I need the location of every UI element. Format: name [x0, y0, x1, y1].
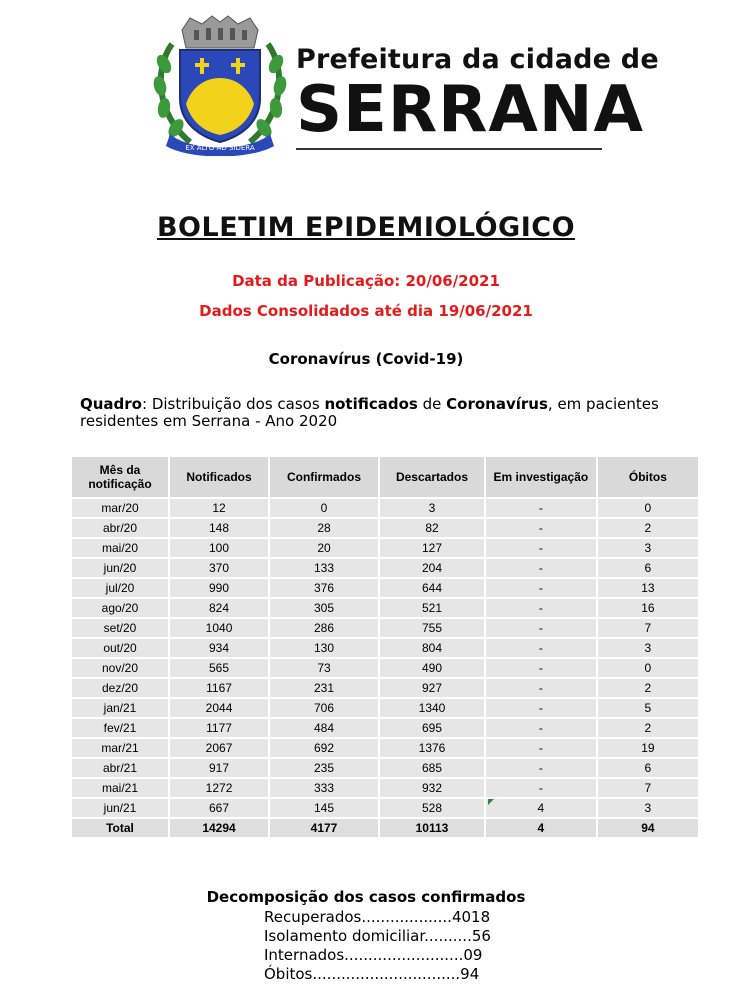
cell-month: ago/20 — [71, 598, 169, 618]
cell-discarded: 644 — [379, 578, 485, 598]
cell-confirmed: 20 — [269, 538, 379, 558]
cell-confirmed: 145 — [269, 798, 379, 818]
cell-month: mar/21 — [71, 738, 169, 758]
cell-investigation: - — [485, 738, 597, 758]
caption-text-2: de — [417, 395, 447, 413]
table-row — [71, 578, 699, 598]
col-header-month: Mês da notificação — [71, 456, 169, 498]
table-row — [71, 798, 699, 818]
cell-deaths: 7 — [597, 778, 699, 798]
col-header-notified: Notificados — [169, 456, 269, 498]
cell-discarded: 685 — [379, 758, 485, 778]
table-row — [71, 718, 699, 738]
motto-text: EX ALTO AD SIDERA — [185, 144, 255, 152]
cell-deaths: 0 — [597, 498, 699, 518]
decomposition-item: Isolamento domiciliar..........56 — [264, 927, 491, 945]
col-header-discarded: Descartados — [379, 456, 485, 498]
cell-notified: 1167 — [169, 678, 269, 698]
cell-confirmed: 73 — [269, 658, 379, 678]
table-row — [71, 498, 699, 518]
cell-confirmed: 706 — [269, 698, 379, 718]
decomposition-title: Decomposição dos casos confirmados — [206, 888, 526, 906]
table-header-row — [71, 456, 699, 498]
cell-confirmed: 130 — [269, 638, 379, 658]
cell-month: mai/21 — [71, 778, 169, 798]
table-row — [71, 658, 699, 678]
cell-notified: 565 — [169, 658, 269, 678]
cell-month: jul/20 — [71, 578, 169, 598]
table-row — [71, 618, 699, 638]
cell-deaths: 0 — [597, 658, 699, 678]
decomposition-list — [264, 908, 491, 984]
section-title: Coronavírus (Covid-19) — [268, 350, 464, 368]
total-confirmed: 4177 — [269, 818, 379, 838]
table-caption — [80, 396, 710, 430]
cell-month: out/20 — [71, 638, 169, 658]
cell-notified: 2044 — [169, 698, 269, 718]
cell-notified: 917 — [169, 758, 269, 778]
cell-month: dez/20 — [71, 678, 169, 698]
cell-notified: 370 — [169, 558, 269, 578]
caption-text-3: , em pacientes residentes em Serrana - Ano 2020 — [80, 395, 659, 430]
header-city-name: SERRANA — [296, 73, 644, 147]
publication-date: Data da Publicação: 20/06/2021 — [232, 272, 500, 290]
total-month: Total — [71, 818, 169, 838]
cell-deaths: 3 — [597, 798, 699, 818]
cell-confirmed: 692 — [269, 738, 379, 758]
table-row — [71, 738, 699, 758]
cell-month: abr/20 — [71, 518, 169, 538]
cell-discarded: 127 — [379, 538, 485, 558]
cell-deaths: 3 — [597, 538, 699, 558]
cell-confirmed: 133 — [269, 558, 379, 578]
cell-confirmed: 28 — [269, 518, 379, 538]
table-total-row — [71, 818, 699, 838]
cell-discarded: 755 — [379, 618, 485, 638]
cell-investigation: - — [485, 658, 597, 678]
cell-discarded: 1376 — [379, 738, 485, 758]
total-discarded: 10113 — [379, 818, 485, 838]
cell-investigation: - — [485, 678, 597, 698]
cell-month: set/20 — [71, 618, 169, 638]
cell-confirmed: 0 — [269, 498, 379, 518]
cell-month: mar/20 — [71, 498, 169, 518]
cell-deaths: 6 — [597, 558, 699, 578]
cell-month: jun/21 — [71, 798, 169, 818]
header-subtitle: Prefeitura da cidade de — [296, 44, 659, 75]
cell-deaths: 6 — [597, 758, 699, 778]
cell-notified: 667 — [169, 798, 269, 818]
cell-notified: 990 — [169, 578, 269, 598]
cell-investigation: - — [485, 498, 597, 518]
col-header-confirmed: Confirmados — [269, 456, 379, 498]
cell-month: jun/20 — [71, 558, 169, 578]
cell-discarded: 695 — [379, 718, 485, 738]
cell-deaths: 3 — [597, 638, 699, 658]
col-header-deaths: Óbitos — [597, 456, 699, 498]
cell-investigation: - — [485, 578, 597, 598]
table-row — [71, 638, 699, 658]
cell-notified: 1177 — [169, 718, 269, 738]
col-header-investigation: Em investigação — [485, 456, 597, 498]
caption-label: Quadro — [80, 395, 142, 413]
cell-notified: 148 — [169, 518, 269, 538]
cell-investigation: - — [485, 698, 597, 718]
cell-notified: 1272 — [169, 778, 269, 798]
cell-discarded: 927 — [379, 678, 485, 698]
cell-month: fev/21 — [71, 718, 169, 738]
table-row — [71, 538, 699, 558]
cell-confirmed: 286 — [269, 618, 379, 638]
cell-deaths: 16 — [597, 598, 699, 618]
table-row — [71, 758, 699, 778]
cell-discarded: 3 — [379, 498, 485, 518]
cell-discarded: 82 — [379, 518, 485, 538]
cell-discarded: 528 — [379, 798, 485, 818]
cell-confirmed: 484 — [269, 718, 379, 738]
cell-investigation: - — [485, 518, 597, 538]
cell-investigation: - — [485, 718, 597, 738]
header-rule — [296, 148, 602, 150]
cases-table — [70, 455, 700, 839]
decomposition-item: Recuperados...................4018 — [264, 908, 491, 926]
cell-notified: 1040 — [169, 618, 269, 638]
cell-month: mai/20 — [71, 538, 169, 558]
cell-notified: 2067 — [169, 738, 269, 758]
cell-confirmed: 231 — [269, 678, 379, 698]
table-row — [71, 698, 699, 718]
caption-bold-2: Coronavírus — [446, 395, 548, 413]
cell-confirmed: 235 — [269, 758, 379, 778]
cell-investigation: - — [485, 778, 597, 798]
cell-investigation: - — [485, 618, 597, 638]
city-header — [296, 44, 659, 147]
cell-discarded: 204 — [379, 558, 485, 578]
cell-deaths: 13 — [597, 578, 699, 598]
cell-discarded: 804 — [379, 638, 485, 658]
cell-discarded: 521 — [379, 598, 485, 618]
total-investigation: 4 — [485, 818, 597, 838]
cell-investigation: - — [485, 538, 597, 558]
cell-confirmed: 305 — [269, 598, 379, 618]
cell-confirmed: 333 — [269, 778, 379, 798]
table-row — [71, 678, 699, 698]
total-notified: 14294 — [169, 818, 269, 838]
table-row — [71, 558, 699, 578]
decomposition-item: Óbitos...............................94 — [264, 965, 480, 983]
table-row — [71, 518, 699, 538]
page-title: BOLETIM EPIDEMIOLÓGICO — [156, 212, 576, 243]
table-row — [71, 778, 699, 798]
cell-deaths: 2 — [597, 678, 699, 698]
cell-deaths: 2 — [597, 718, 699, 738]
cell-deaths: 2 — [597, 518, 699, 538]
cell-investigation: - — [485, 558, 597, 578]
cell-discarded: 1340 — [379, 698, 485, 718]
cell-notified: 824 — [169, 598, 269, 618]
cell-investigation: - — [485, 758, 597, 778]
cell-discarded: 490 — [379, 658, 485, 678]
cell-deaths: 19 — [597, 738, 699, 758]
cell-month: abr/21 — [71, 758, 169, 778]
consolidated-date: Dados Consolidados até dia 19/06/2021 — [199, 302, 533, 320]
cell-deaths: 5 — [597, 698, 699, 718]
decomposition-item: Internados.........................09 — [264, 946, 483, 964]
caption-bold-1: notificados — [324, 395, 418, 413]
cell-investigation: 4 — [485, 798, 597, 818]
cell-month: nov/20 — [71, 658, 169, 678]
cell-investigation: - — [485, 638, 597, 658]
table-row — [71, 598, 699, 618]
cell-notified: 934 — [169, 638, 269, 658]
cell-notified: 12 — [169, 498, 269, 518]
total-deaths: 94 — [597, 818, 699, 838]
cell-confirmed: 376 — [269, 578, 379, 598]
cell-notified: 100 — [169, 538, 269, 558]
city-coat-of-arms — [150, 14, 290, 156]
caption-text-1: : Distribuição dos casos — [142, 395, 325, 413]
cell-investigation: - — [485, 598, 597, 618]
cell-deaths: 7 — [597, 618, 699, 638]
cell-discarded: 932 — [379, 778, 485, 798]
cell-month: jan/21 — [71, 698, 169, 718]
